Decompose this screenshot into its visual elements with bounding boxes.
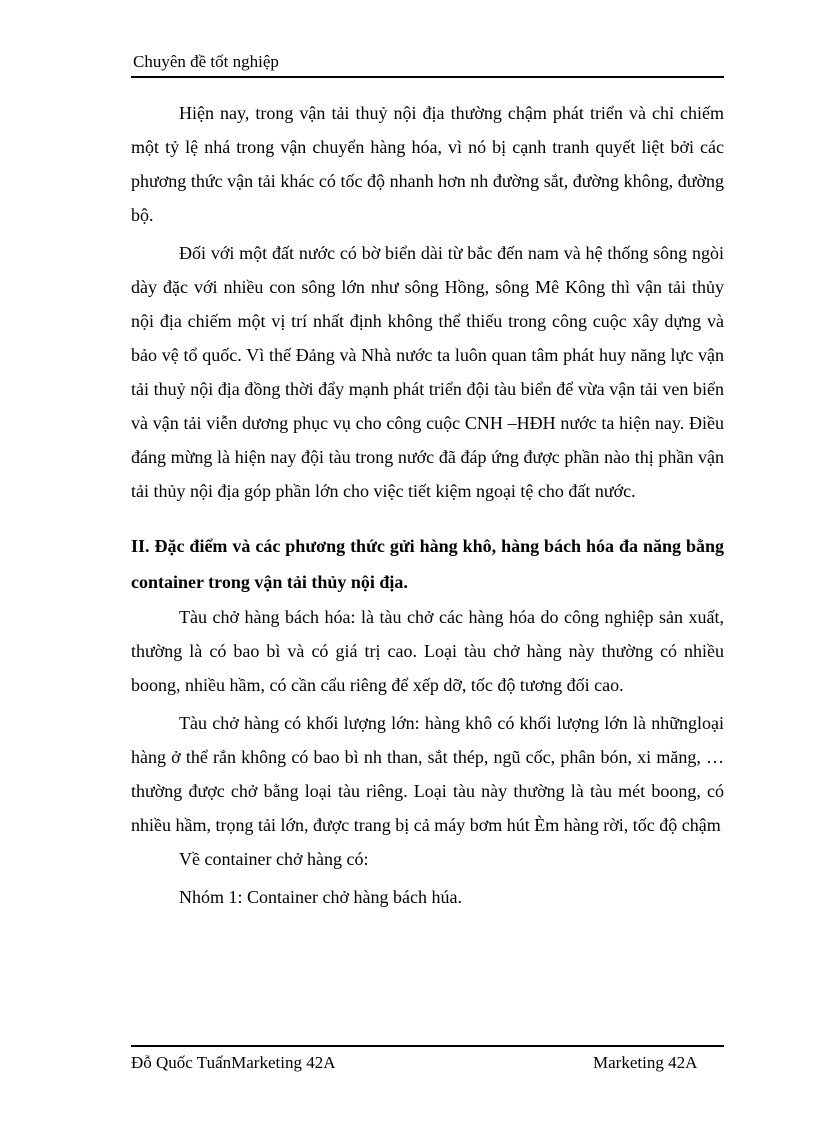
footer-class: Marketing 42A [593,1053,698,1072]
footer-divider [131,1045,724,1047]
header-divider [131,76,724,78]
footer-author: Đỗ Quốc TuấnMarketing 42A [131,1053,336,1072]
page-body [131,96,724,914]
body-paragraph-1: Hiện nay, trong vận tải thuỷ nội địa thường chậm phát triển và chỉ chiếm một tỷ lệ nhá trong vận chuyển hàng hóa, vì nó bị cạnh tranh quyết liệt bởi các phương thức vận tải khác có tốc độ nhanh hơn nh đường sắt, đường không, đường bộ. [131,103,724,225]
section-heading: II. Đặc điểm và các phương thức gửi hàng khô, hàng bách hóa đa năng bằng container trong vận tải thủy nội địa. [131,536,724,592]
body-paragraph-3: Tàu chở hàng bách hóa: là tàu chở các hàng hóa do công nghiệp sản xuất, thường là có bao bì và có giá trị cao. Loại tàu chở hàng này thường có nhiều boong, nhiều hầm, có cần cẩu riêng để xếp dỡ, tốc độ tương đối cao. [131,607,724,695]
body-paragraph-6: Nhóm 1: Container chở hàng bách húa. [179,887,462,907]
page-header: Chuyên đề tốt nghiệp [133,52,279,71]
body-paragraph-5: Về container chở hàng có: [179,849,369,869]
body-paragraph-2: Đối với một đất nước có bờ biển dài từ bắc đến nam và hệ thống sông ngòi dày đặc với nhiều con sông lớn như sông Hồng, sông Mê Kông thì vận tải thủy nội địa chiếm một vị trí nhất định không thể thiếu trong công cuộc xây dựng và bảo vệ tổ quốc. Vì thế Đảng và Nhà nước ta luôn quan tâm phát huy năng lực vận tải thuỷ nội địa đồng thời đẩy mạnh phát triển đội tàu biển để vừa vận tải ven biển và vận tải viễn dương phục vụ cho công cuộc CNH –HĐH nước ta hiện nay. Điều đáng mừng là hiện nay đội tàu trong nước đã đáp ứng được phần nào thị phần vận tải thủy nội địa góp phần lớn cho việc tiết kiệm ngoại tệ cho đất nước. [131,243,724,501]
body-paragraph-4: Tàu chở hàng có khối lượng lớn: hàng khô có khối lượng lớn là nhữngloại hàng ở thể rắn không có bao bì nh than, sắt thép, ngũ cốc, phân bón, xi măng, …thường được chở bằng loại tàu riêng. Loại tàu này thường là tàu mét boong, có nhiều hầm, trọng tải lớn, được trang bị cả máy bơm hút Èm hàng rời, tốc độ chậm [131,713,724,835]
